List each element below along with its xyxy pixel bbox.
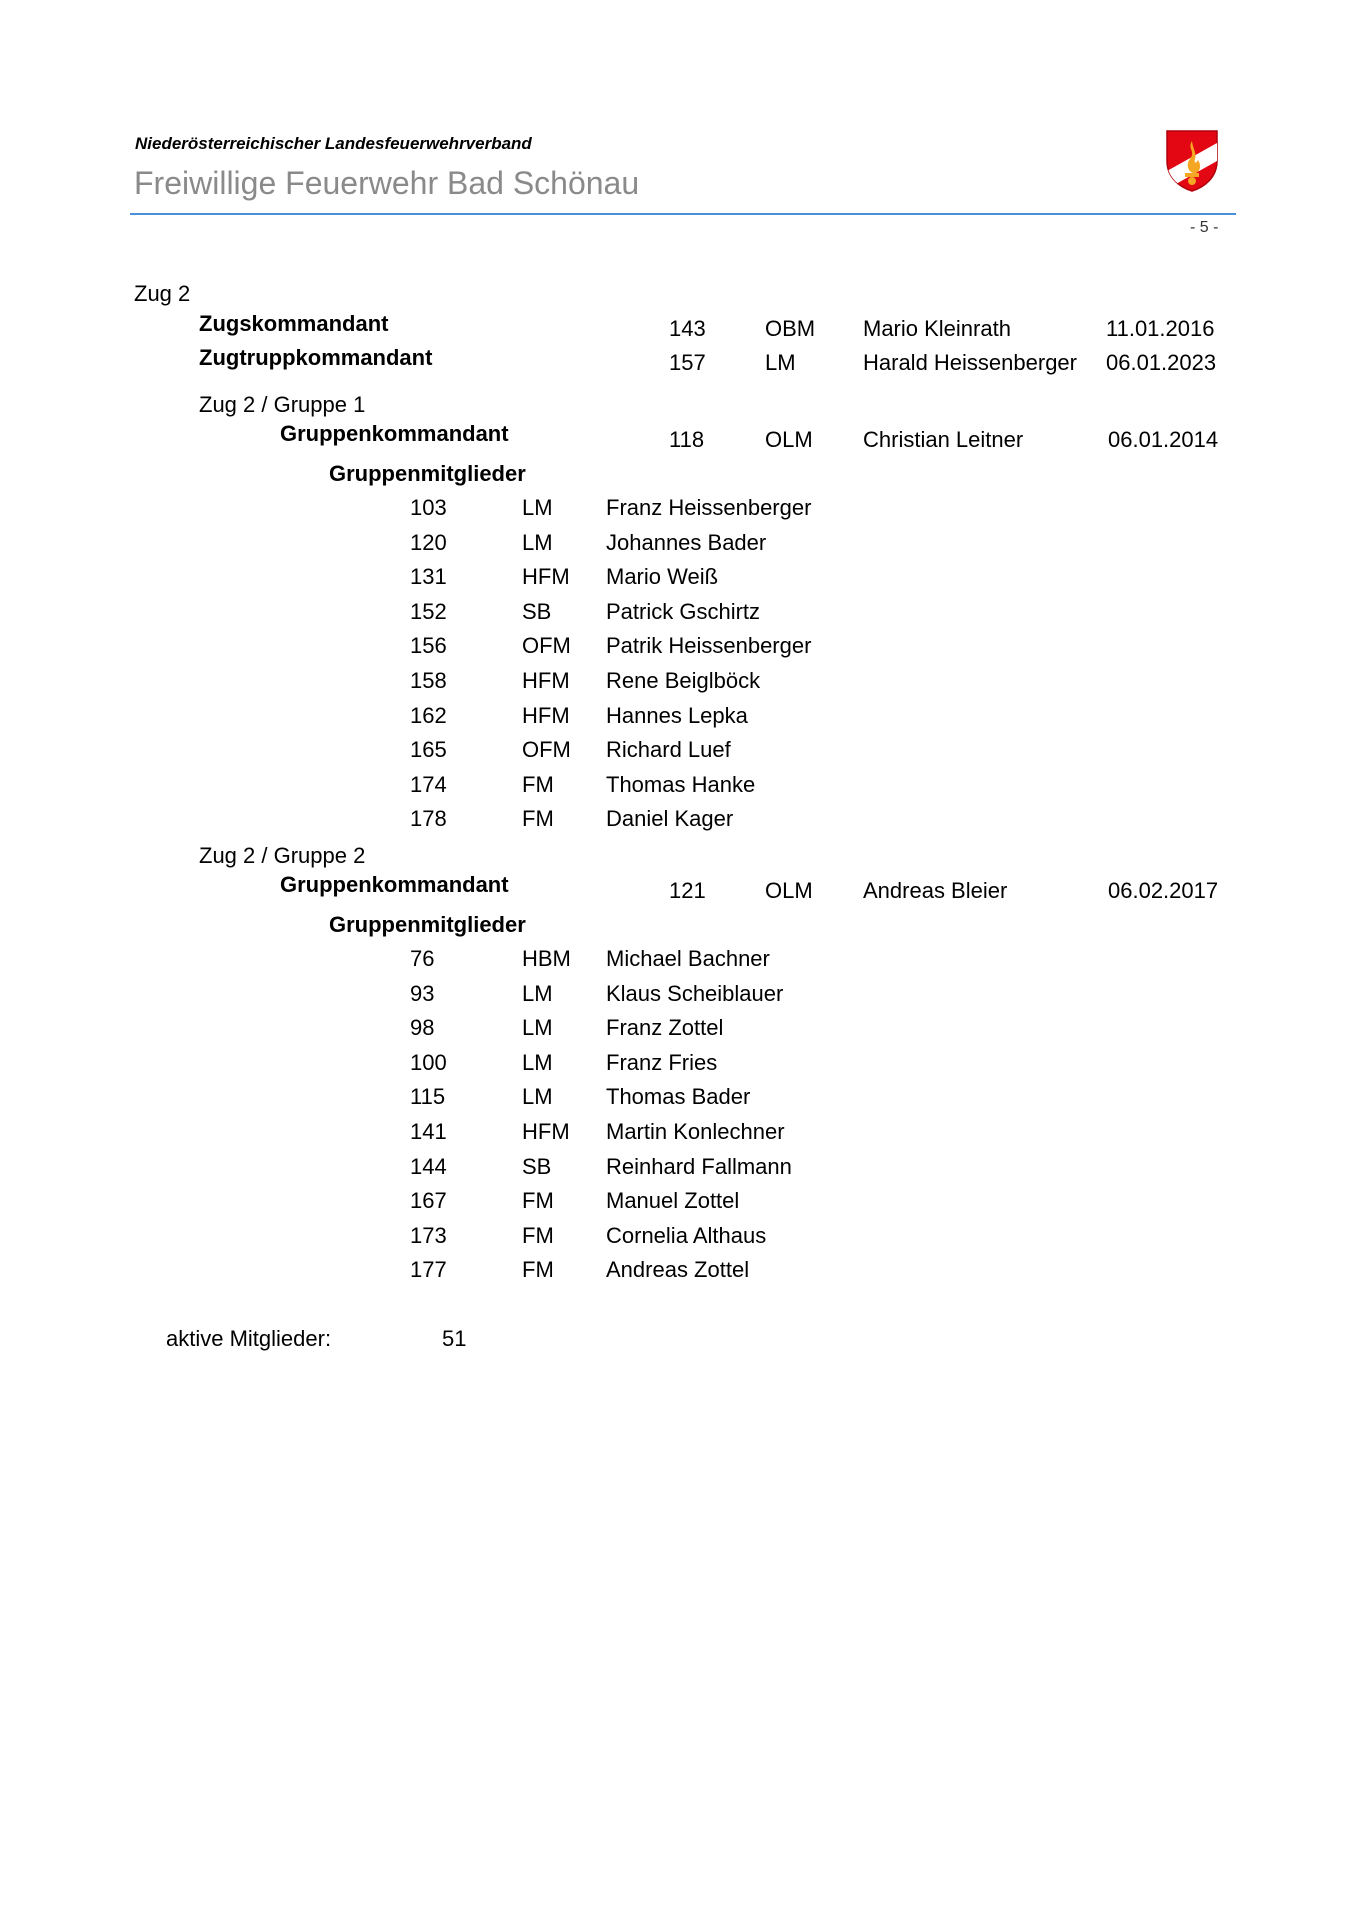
member-nr: 141 (410, 1119, 447, 1144)
member-name: Patrick Gschirtz (606, 599, 761, 624)
member-nr: 103 (410, 495, 447, 520)
list-item (0, 1084, 1358, 1114)
leader-role: Zugtruppkommandant (199, 345, 433, 370)
commander-name: Christian Leitner (863, 427, 1024, 452)
list-item (0, 1050, 1358, 1080)
list-item (0, 599, 1358, 629)
page-title: Freiwillige Feuerwehr Bad Schönau (134, 165, 640, 201)
member-name: Andreas Zottel (606, 1257, 750, 1282)
member-name: Martin Konlechner (606, 1119, 785, 1144)
member-rank: LM (522, 495, 553, 520)
commander-nr: 118 (669, 427, 705, 452)
member-nr: 152 (410, 599, 447, 624)
list-item (0, 530, 1358, 560)
member-rank: FM (522, 1257, 554, 1282)
member-nr: 156 (410, 633, 447, 658)
member-name: Thomas Hanke (606, 772, 756, 797)
group-label: Zug 2 / Gruppe 1 (199, 392, 366, 417)
leader-name: Harald Heissenberger (863, 350, 1077, 375)
header-divider (130, 213, 1236, 215)
member-rank: HFM (522, 668, 570, 693)
member-nr: 178 (410, 806, 447, 831)
group-label: Zug 2 / Gruppe 2 (199, 843, 366, 868)
list-item (0, 703, 1358, 733)
members-label: Gruppenmitglieder (329, 461, 526, 486)
active-members-label: aktive Mitglieder: (166, 1326, 332, 1351)
member-nr: 100 (410, 1050, 447, 1075)
member-name: Manuel Zottel (606, 1188, 740, 1213)
member-name: Michael Bachner (606, 946, 770, 971)
member-nr: 173 (410, 1223, 447, 1248)
member-rank: HFM (522, 1119, 570, 1144)
member-nr: 158 (410, 668, 447, 693)
leader-date: 11.01.2016 (1106, 316, 1215, 341)
member-rank: LM (522, 1084, 553, 1109)
list-item (0, 1188, 1358, 1218)
member-rank: LM (522, 1050, 553, 1075)
member-nr: 120 (410, 530, 447, 555)
list-item (0, 946, 1358, 976)
member-rank: FM (522, 772, 554, 797)
member-rank: HBM (522, 946, 571, 971)
member-nr: 76 (410, 946, 435, 971)
member-rank: LM (522, 530, 553, 555)
leader-row (0, 345, 1358, 375)
member-nr: 93 (410, 981, 435, 1006)
commander-date: 06.02.2017 (1108, 878, 1219, 903)
member-name: Thomas Bader (606, 1084, 751, 1109)
page-number: - 5 - (1190, 219, 1219, 236)
member-rank: HFM (522, 564, 570, 589)
leader-nr: 143 (669, 316, 706, 341)
list-item (0, 806, 1358, 836)
members-label: Gruppenmitglieder (329, 912, 526, 937)
member-name: Klaus Scheiblauer (606, 981, 784, 1006)
member-rank: FM (522, 806, 554, 831)
commander-role: Gruppenkommandant (280, 872, 509, 897)
member-rank: FM (522, 1188, 554, 1213)
leader-rank: OBM (765, 316, 816, 341)
leader-role: Zugskommandant (199, 311, 389, 336)
leader-name: Mario Kleinrath (863, 316, 1011, 341)
organization-name: Niederösterreichischer Landesfeuerwehrverband (135, 134, 532, 153)
member-name: Franz Zottel (606, 1015, 724, 1040)
member-rank: SB (522, 599, 552, 624)
leader-row (0, 311, 1358, 341)
member-rank: LM (522, 1015, 553, 1040)
member-name: Richard Luef (606, 737, 731, 762)
member-name: Daniel Kager (606, 806, 734, 831)
member-nr: 144 (410, 1154, 447, 1179)
member-rank: FM (522, 1223, 554, 1248)
zug-label: Zug 2 (134, 281, 191, 306)
leader-date: 06.01.2023 (1106, 350, 1217, 375)
list-item (0, 981, 1358, 1011)
member-rank: OFM (522, 633, 571, 658)
list-item (0, 1154, 1358, 1184)
commander-rank: OLM (765, 878, 813, 903)
list-item (0, 1015, 1358, 1045)
member-name: Franz Heissenberger (606, 495, 812, 520)
list-item (0, 737, 1358, 767)
member-name: Reinhard Fallmann (606, 1154, 792, 1179)
member-nr: 115 (410, 1084, 446, 1109)
list-item (0, 1119, 1358, 1149)
member-nr: 177 (410, 1257, 447, 1282)
list-item (0, 564, 1358, 594)
list-item (0, 1223, 1358, 1253)
member-rank: OFM (522, 737, 571, 762)
member-rank: SB (522, 1154, 552, 1179)
member-nr: 98 (410, 1015, 435, 1040)
member-name: Franz Fries (606, 1050, 718, 1075)
member-name: Patrik Heissenberger (606, 633, 812, 658)
fire-brigade-logo-icon (1163, 127, 1221, 193)
member-nr: 162 (410, 703, 447, 728)
commander-role: Gruppenkommandant (280, 421, 509, 446)
list-item (0, 633, 1358, 663)
group-commander-row (0, 872, 1358, 902)
commander-name: Andreas Bleier (863, 878, 1008, 903)
list-item (0, 668, 1358, 698)
list-item (0, 495, 1358, 525)
member-name: Rene Beiglböck (606, 668, 761, 693)
member-nr: 131 (410, 564, 447, 589)
list-item (0, 1257, 1358, 1287)
commander-date: 06.01.2014 (1108, 427, 1219, 452)
commander-rank: OLM (765, 427, 813, 452)
member-rank: HFM (522, 703, 570, 728)
commander-nr: 121 (669, 878, 706, 903)
member-nr: 165 (410, 737, 447, 762)
member-rank: LM (522, 981, 553, 1006)
group-commander-row (0, 421, 1358, 451)
leader-rank: LM (765, 350, 796, 375)
active-members-count: 51 (442, 1326, 467, 1351)
member-nr: 167 (410, 1188, 447, 1213)
member-name: Cornelia Althaus (606, 1223, 767, 1248)
member-name: Mario Weiß (606, 564, 719, 589)
list-item (0, 772, 1358, 802)
member-nr: 174 (410, 772, 447, 797)
leader-nr: 157 (669, 350, 706, 375)
member-name: Hannes Lepka (606, 703, 748, 728)
member-name: Johannes Bader (606, 530, 767, 555)
